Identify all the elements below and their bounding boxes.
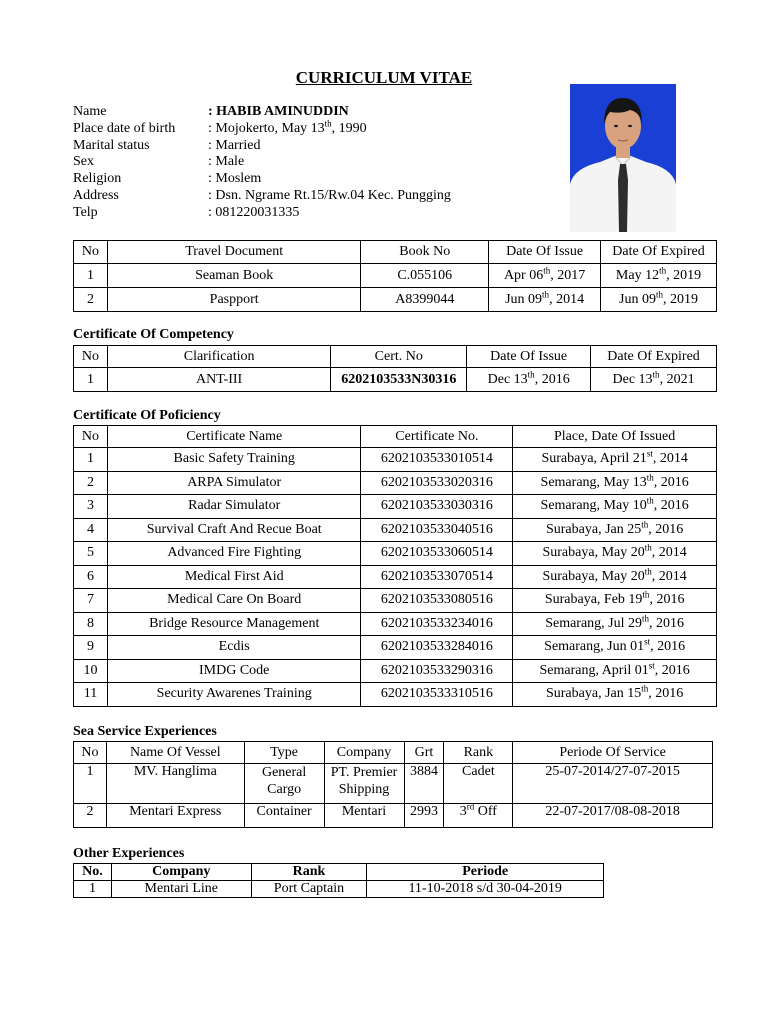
table-cell: 6202103533010514	[361, 448, 513, 472]
column-header: Periode	[367, 864, 604, 881]
table-row	[74, 683, 717, 707]
info-label: Place date of birth	[73, 120, 176, 136]
info-row	[73, 118, 451, 138]
column-header: Travel Document	[107, 241, 360, 264]
sea-service-table	[73, 741, 713, 828]
column-header: Grt	[404, 742, 444, 764]
table-cell: 6202103533040516	[361, 518, 513, 542]
table-cell: Semarang, Jul 29th, 2016	[513, 612, 717, 636]
other-experiences-title: Other Experiences	[73, 846, 185, 861]
table-row	[74, 881, 604, 898]
travel-document-table	[73, 240, 717, 312]
column-header: Place, Date Of Issued	[513, 426, 717, 448]
table-cell: 1	[74, 264, 108, 288]
table-cell: 2	[74, 288, 108, 312]
table-row	[74, 659, 717, 683]
table-cell: 7	[74, 589, 108, 613]
info-row	[73, 138, 451, 155]
table-cell: 6202103533080516	[361, 589, 513, 613]
table-cell: 6202103533290316	[361, 659, 513, 683]
table-row	[74, 495, 717, 519]
cop-title: Certificate Of Poficiency	[73, 408, 221, 423]
table-cell: 2	[74, 471, 108, 495]
table-row	[74, 288, 717, 312]
table-cell: Mentari Express	[106, 804, 244, 828]
column-header: Certificate Name	[107, 426, 361, 448]
column-header: No	[74, 346, 108, 368]
table-cell: General Cargo	[244, 764, 324, 804]
info-label: Religion	[73, 171, 122, 187]
table-cell: Surabaya, May 20th, 2014	[513, 542, 717, 566]
table-cell: 3rd Off	[444, 804, 513, 828]
table-cell: Basic Safety Training	[107, 448, 361, 472]
table-cell: Seaman Book	[107, 264, 360, 288]
table-cell: Surabaya, April 21st, 2014	[513, 448, 717, 472]
table-cell: 10	[74, 659, 108, 683]
personal-info	[73, 104, 451, 222]
table-cell: 11	[74, 683, 108, 707]
info-row	[73, 154, 451, 171]
info-value: : Dsn. Ngrame Rt.15/Rw.04 Kec. Pungging	[208, 187, 451, 203]
table-cell: ANT-III	[107, 368, 330, 392]
table-cell: Jun 09th, 2019	[601, 288, 717, 312]
table-cell: 2993	[404, 804, 444, 828]
table-cell: IMDG Code	[107, 659, 361, 683]
table-cell: Medical Care On Board	[107, 589, 361, 613]
table-cell: 9	[74, 636, 108, 660]
column-header: Rank	[444, 742, 513, 764]
column-header: Clarification	[107, 346, 330, 368]
table-cell: May 12th, 2019	[601, 264, 717, 288]
table-row	[74, 804, 713, 828]
other-experiences-table	[73, 863, 604, 898]
info-value: : Married	[208, 137, 261, 153]
table-cell: 1	[74, 881, 112, 898]
table-cell: 6202103533N30316	[331, 368, 467, 392]
info-label: Sex	[73, 154, 94, 170]
info-row	[73, 104, 451, 121]
info-value: : 081220031335	[208, 204, 300, 220]
column-header: Date Of Expired	[601, 241, 717, 264]
column-header: No	[74, 742, 107, 764]
table-cell: C.055106	[361, 264, 489, 288]
table-cell: Dec 13th, 2021	[591, 368, 717, 392]
info-label: Marital status	[73, 137, 150, 153]
table-cell: A8399044	[361, 288, 489, 312]
column-header: No.	[74, 864, 112, 881]
table-cell: Semarang, May 10th, 2016	[513, 495, 717, 519]
table-cell: Port Captain	[251, 881, 367, 898]
table-cell: 6	[74, 565, 108, 589]
info-value: : Moslem	[208, 171, 262, 187]
table-row	[74, 636, 717, 660]
table-cell: Mentari Line	[111, 881, 251, 898]
table-cell: 5	[74, 542, 108, 566]
table-cell: Bridge Resource Management	[107, 612, 361, 636]
table-cell: Apr 06th, 2017	[489, 264, 601, 288]
table-cell: Surabaya, Jan 25th, 2016	[513, 518, 717, 542]
table-cell: Surabaya, Jan 15th, 2016	[513, 683, 717, 707]
table-cell: 6202103533060514	[361, 542, 513, 566]
column-header: Book No	[361, 241, 489, 264]
table-cell: 6202103533284016	[361, 636, 513, 660]
table-cell: 1	[74, 368, 108, 392]
column-header: Date Of Expired	[591, 346, 717, 368]
info-value: : HABIB AMINUDDIN	[208, 104, 349, 119]
table-cell: Container	[244, 804, 324, 828]
table-cell: Jun 09th, 2014	[489, 288, 601, 312]
table-row	[74, 565, 717, 589]
table-cell: 6202103533310516	[361, 683, 513, 707]
table-cell: Medical First Aid	[107, 565, 361, 589]
table-cell: 25-07-2014/27-07-2015	[513, 764, 713, 804]
table-row	[74, 542, 717, 566]
table-cell: 6202103533020316	[361, 471, 513, 495]
table-header-row	[74, 864, 604, 881]
table-cell: 6202103533070514	[361, 565, 513, 589]
profile-photo	[570, 84, 676, 232]
table-cell: 6202103533030316	[361, 495, 513, 519]
info-label: Telp	[73, 204, 98, 220]
column-header: Periode Of Service	[513, 742, 713, 764]
column-header: Cert. No	[331, 346, 467, 368]
table-header-row	[74, 241, 717, 264]
table-cell: 6202103533234016	[361, 612, 513, 636]
table-cell: Semarang, May 13th, 2016	[513, 471, 717, 495]
table-cell: Advanced Fire Fighting	[107, 542, 361, 566]
table-row	[74, 589, 717, 613]
table-row	[74, 264, 717, 288]
document-title: CURRICULUM VITAE	[295, 68, 473, 87]
table-row	[74, 518, 717, 542]
table-cell: Dec 13th, 2016	[467, 368, 591, 392]
table-header-row	[74, 346, 717, 368]
table-cell: 3884	[404, 764, 444, 804]
column-header: No	[74, 241, 108, 264]
column-header: Certificate No.	[361, 426, 513, 448]
table-cell: 11-10-2018 s/d 30-04-2019	[367, 881, 604, 898]
table-cell: 22-07-2017/08-08-2018	[513, 804, 713, 828]
table-row	[74, 764, 713, 804]
column-header: Date Of Issue	[489, 241, 601, 264]
table-cell: Paspport	[107, 288, 360, 312]
table-cell: 1	[74, 448, 108, 472]
info-value: : Male	[208, 154, 245, 170]
table-cell: Semarang, Jun 01st, 2016	[513, 636, 717, 660]
info-value: : Mojokerto, May 13th, 1990	[208, 118, 367, 136]
table-cell: Security Awarenes Training	[107, 683, 361, 707]
table-row	[74, 448, 717, 472]
column-header: Company	[111, 864, 251, 881]
table-cell: 2	[74, 804, 107, 828]
info-row	[73, 171, 451, 188]
table-cell: Surabaya, May 20th, 2014	[513, 565, 717, 589]
table-header-row	[74, 426, 717, 448]
table-cell: PT. Premier Shipping	[324, 764, 404, 804]
info-label: Name	[73, 104, 107, 119]
info-row	[73, 188, 451, 205]
info-label: Address	[73, 187, 119, 203]
certificate-competency-table	[73, 345, 717, 392]
person-portrait-icon	[570, 84, 676, 232]
table-cell: Ecdis	[107, 636, 361, 660]
coc-title: Certificate Of Competency	[73, 327, 234, 342]
table-cell: 8	[74, 612, 108, 636]
column-header: Company	[324, 742, 404, 764]
table-row	[74, 471, 717, 495]
table-cell: Survival Craft And Recue Boat	[107, 518, 361, 542]
column-header: Type	[244, 742, 324, 764]
table-cell: 1	[74, 764, 107, 804]
table-cell: Semarang, April 01st, 2016	[513, 659, 717, 683]
table-row	[74, 612, 717, 636]
certificate-proficiency-table	[73, 425, 717, 707]
table-cell: 4	[74, 518, 108, 542]
table-cell: MV. Hanglima	[106, 764, 244, 804]
column-header: Name Of Vessel	[106, 742, 244, 764]
column-header: Date Of Issue	[467, 346, 591, 368]
column-header: Rank	[251, 864, 367, 881]
column-header: No	[74, 426, 108, 448]
table-header-row	[74, 742, 713, 764]
table-cell: Mentari	[324, 804, 404, 828]
table-cell: ARPA Simulator	[107, 471, 361, 495]
table-row	[74, 368, 717, 392]
info-row	[73, 205, 451, 222]
table-cell: 3	[74, 495, 108, 519]
table-cell: Surabaya, Feb 19th, 2016	[513, 589, 717, 613]
table-cell: Radar Simulator	[107, 495, 361, 519]
sea-service-title: Sea Service Experiences	[73, 724, 217, 739]
table-cell: Cadet	[444, 764, 513, 804]
